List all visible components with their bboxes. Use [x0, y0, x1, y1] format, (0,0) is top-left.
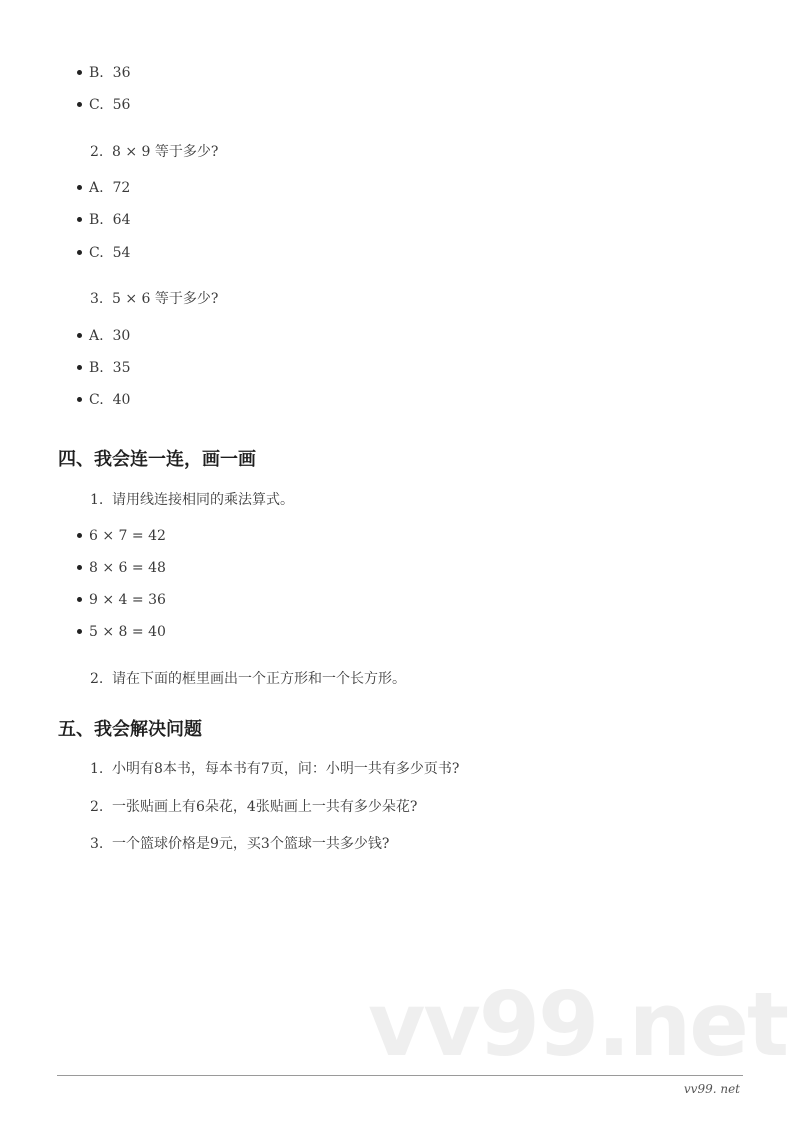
equation-item: 9 × 4 = 36	[77, 590, 166, 610]
bullet-icon	[77, 217, 82, 222]
q3-option-a: A. 30	[77, 326, 130, 346]
bullet-icon	[77, 102, 82, 107]
bullet-icon	[77, 365, 82, 370]
question-3: 3. 5 × 6 等于多少?	[90, 291, 219, 307]
bullet-icon	[77, 565, 82, 570]
question-2: 2. 8 × 9 等于多少?	[90, 144, 219, 160]
watermark: vv99.net	[368, 973, 788, 1076]
q2-option-a: A. 72	[77, 178, 130, 198]
section-5-question-3: 3. 一个篮球价格是9元，买3个篮球一共多少钱?	[90, 836, 390, 852]
bullet-icon	[77, 185, 82, 190]
q3-option-b: B. 35	[77, 358, 130, 378]
footer-divider	[57, 1075, 743, 1076]
q2-option-c: C. 54	[77, 243, 130, 263]
section-5-title: 五、我会解决问题	[58, 719, 202, 740]
section-4-title: 四、我会连一连，画一画	[58, 449, 256, 470]
section-5-question-1: 1. 小明有8本书，每本书有7页，问：小明一共有多少页书?	[90, 761, 460, 777]
bullet-icon	[77, 533, 82, 538]
equation-item: 8 × 6 = 48	[77, 558, 166, 578]
q1-option-c: C. 56	[77, 95, 130, 115]
bullet-icon	[77, 397, 82, 402]
bullet-icon	[77, 70, 82, 75]
footer-site-label: vv99. net	[683, 1082, 740, 1096]
equation-item: 6 × 7 = 42	[77, 526, 166, 546]
section-4-question-1: 1. 请用线连接相同的乘法算式。	[90, 492, 294, 508]
section-4-question-2: 2. 请在下面的框里画出一个正方形和一个长方形。	[90, 671, 406, 687]
bullet-icon	[77, 629, 82, 634]
section-5-question-2: 2. 一张贴画上有6朵花，4张贴画上一共有多少朵花?	[90, 799, 418, 815]
bullet-icon	[77, 333, 82, 338]
bullet-icon	[77, 250, 82, 255]
equation-item: 5 × 8 = 40	[77, 622, 166, 642]
q1-option-b: B. 36	[77, 63, 130, 83]
q3-option-c: C. 40	[77, 390, 130, 410]
bullet-icon	[77, 597, 82, 602]
q2-option-b: B. 64	[77, 210, 130, 230]
